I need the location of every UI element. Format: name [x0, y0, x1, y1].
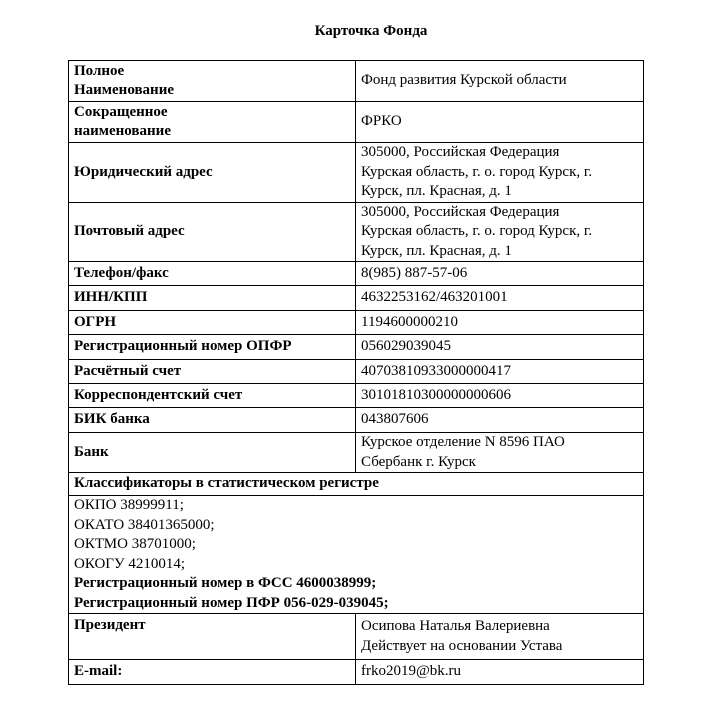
value-line: 1194600000210 [361, 313, 458, 330]
value-bik [356, 408, 644, 433]
row-postal-address [69, 202, 644, 262]
value-line: 305000, Российская Федерация [361, 144, 560, 160]
row-bank [69, 433, 644, 473]
fss-number-line: Регистрационный номер в ФСС 4600038999; [74, 575, 377, 591]
value-line: 40703810933000000417 [361, 362, 511, 379]
value-line: Действует на основании Устава [361, 637, 563, 654]
value-bank [356, 433, 644, 473]
row-classifiers-list [69, 496, 644, 614]
value-legal-address [356, 143, 644, 203]
label-line: Наименование [74, 82, 174, 98]
value-opfr-number [356, 335, 644, 360]
label-line: Телефон/факс [74, 264, 169, 281]
label-line: Банк [74, 443, 109, 460]
pfr-number-line: Регистрационный номер ПФР 056-029-039045; [74, 594, 389, 611]
value-line: 305000, Российская Федерация [361, 203, 560, 220]
label-postal-address [69, 202, 356, 262]
classifier-line: ОКПО 38999911; [74, 497, 184, 513]
row-opfr-number [69, 335, 644, 360]
row-classifiers-heading [69, 473, 644, 496]
label-line: наименование [74, 123, 171, 139]
value-full-name [356, 61, 644, 102]
label-president: Президент [69, 614, 356, 660]
label-email: E-mail: [69, 660, 356, 685]
label-line: ИНН/КПП [74, 289, 148, 306]
classifiers-heading: Классификаторы в статистическом регистре [69, 473, 644, 496]
label-line: Почтовый адрес [74, 223, 185, 239]
row-short-name [69, 102, 644, 143]
row-full-name [69, 61, 644, 102]
value-line: Фонд развития Курской области [361, 72, 567, 89]
label-settlement-account [69, 360, 356, 384]
label-full-name [69, 61, 356, 102]
value-phone [356, 262, 644, 286]
value-line: Курск, пл. Красная, д. 1 [361, 183, 512, 199]
value-line: Курская область, г. о. город Курск, г. [361, 223, 593, 239]
classifier-line: ОКАТО 38401365000; [74, 516, 215, 533]
label-opfr-number [69, 335, 356, 360]
classifier-line: ОКОГУ 4210014; [74, 555, 186, 572]
label-phone [69, 262, 356, 286]
label-line: БИК банка [74, 411, 150, 428]
value-line: 30101810300000000606 [361, 386, 511, 403]
label-bik [69, 408, 356, 433]
value-line: ФРКО [361, 113, 402, 130]
value-line: Осипова Наталья Валериевна [361, 618, 550, 634]
value-line: Курское отделение N 8596 ПАО [361, 434, 565, 450]
label-line: Полное [74, 62, 125, 79]
page-title: Карточка Фонда [314, 23, 428, 39]
value-line: Курская область, г. о. город Курск, г. [361, 163, 593, 180]
value-ogrn [356, 311, 644, 335]
row-inn-kpp [69, 286, 644, 311]
row-president [69, 614, 644, 660]
label-short-name [69, 102, 356, 143]
value-postal-address [356, 202, 644, 262]
label-line: ОГРН [74, 313, 117, 330]
row-correspondent-account [69, 384, 644, 408]
label-line: Регистрационный номер ОПФР [74, 338, 292, 355]
label-correspondent-account [69, 384, 356, 408]
value-line: 043807606 [361, 411, 429, 428]
label-legal-address [69, 143, 356, 203]
label-inn-kpp [69, 286, 356, 311]
row-settlement-account [69, 360, 644, 384]
label-line: Корреспондентский счет [74, 386, 243, 403]
value-line: Сбербанк г. Курск [361, 453, 476, 470]
row-email [69, 660, 644, 685]
value-line: 4632253162/463201001 [361, 289, 508, 306]
value-line: 8(985) 887-57-06 [361, 264, 468, 281]
value-inn-kpp [356, 286, 644, 311]
fund-card-body [69, 61, 644, 685]
value-line: 056029039045 [361, 338, 451, 355]
value-short-name [356, 102, 644, 143]
row-ogrn [69, 311, 644, 335]
label-line: Юридический адрес [74, 163, 213, 180]
classifiers-list [69, 496, 644, 614]
value-president [356, 614, 644, 660]
fund-card-table [68, 60, 644, 685]
row-bik [69, 408, 644, 433]
label-line: Расчётный счет [74, 362, 182, 379]
label-line: Сокращенное [74, 103, 168, 120]
value-settlement-account [356, 360, 644, 384]
value-line: Курск, пл. Красная, д. 1 [361, 242, 512, 259]
value-correspondent-account [356, 384, 644, 408]
value-email: frko2019@bk.ru [356, 660, 644, 685]
label-bank [69, 433, 356, 473]
label-ogrn [69, 311, 356, 335]
row-legal-address [69, 143, 644, 203]
row-phone [69, 262, 644, 286]
classifier-line: ОКТМО 38701000; [74, 536, 196, 552]
